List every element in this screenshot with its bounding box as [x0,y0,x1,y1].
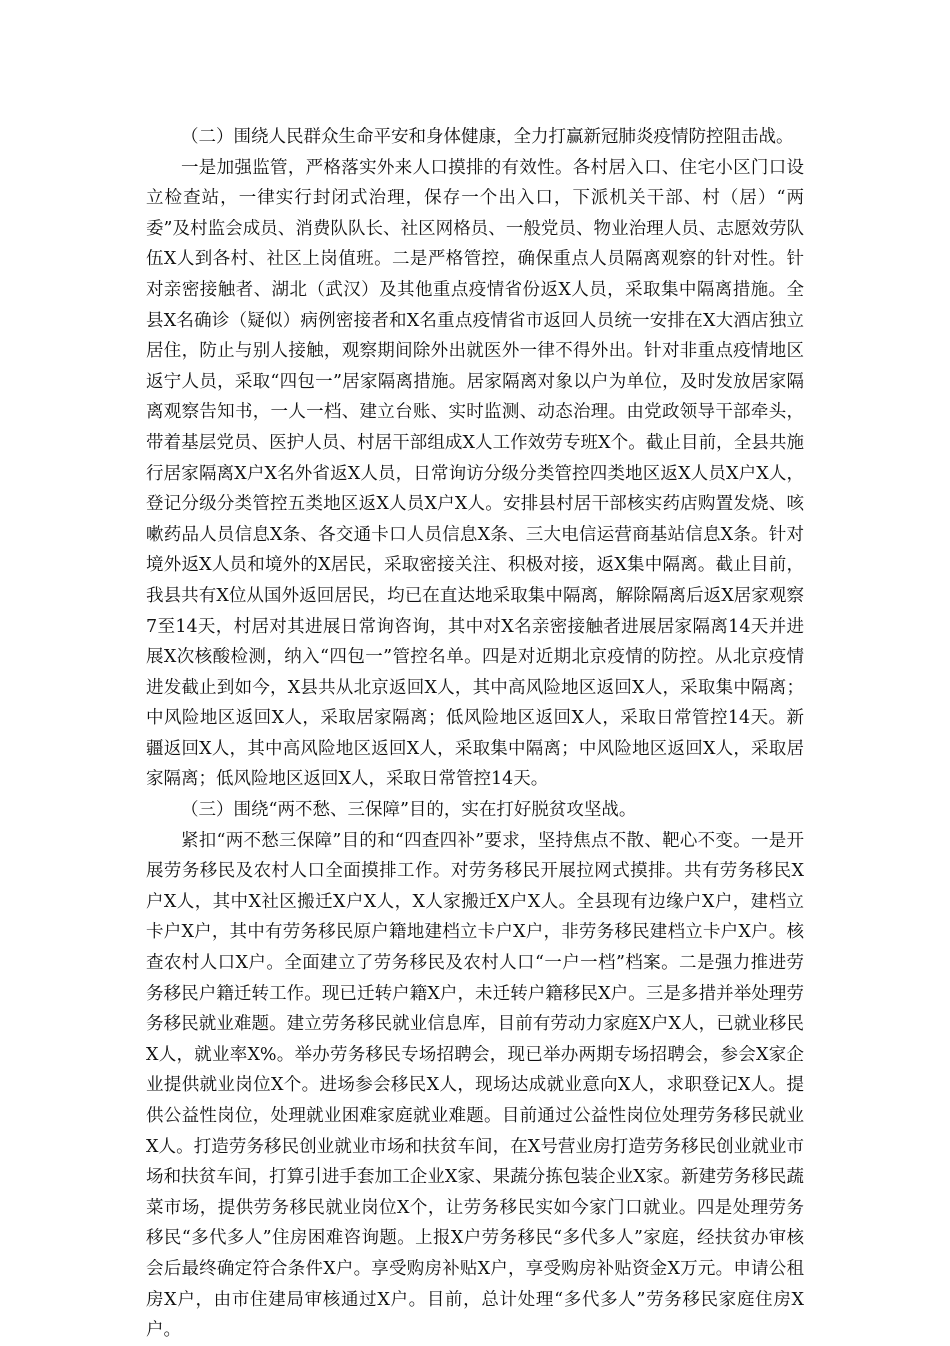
section-heading-2: （二）围绕人民群众生命平安和身体健康，全力打赢新冠肺炎疫情防控阻击战。 [181,127,794,147]
document-body [146,122,804,1346]
body-paragraph-epidemic: 一是加强监管，严格落实外来人口摸排的有效性。各村居入口、住宅小区门口设立检查站，一律实行封闭式治理，保存一个出入口，下派机关干部、村（居）“两委”及村监会成员、消费队队长、社区网格员、一般党员、物业治理人员、志愿效劳队伍X人到各村、社区上岗值班。二是严格管控，确保重点人员隔离观察的针对性。针对亲密接触者、湖北（武汉）及其他重点疫情省份返X人员，采取集中隔离措施。全县X名确诊（疑似）病例密接者和X名重点疫情省市返回人员统一安排在X大酒店独立居住，防止与别人接触，观察期间除外出就医外一律不得外出。针对非重点疫情地区返宁人员，采取“四包一”居家隔离措施。居家隔离对象以户为单位，及时发放居家隔离观察告知书，一人一档、建立台账、实时监测、动态治理。由党政领导干部牵头，带着基层党员、医护人员、村居干部组成X人工作效劳专班X个。截止目前，全县共施行居家隔离X户X名外省返X人员，日常询访分级分类管控四类地区返X人员X户X人，登记分级分类管控五类地区返X人员X户X人。安排县村居干部核实药店购置发烧、咳嗽药品人员信息X条、各交通卡口人员信息X条、三大电信运营商基站信息X条。针对境外返X人员和境外的X居民，采取密接关注、积极对接，返X集中隔离。截止目前，我县共有X位从国外返回居民，均已在直达地采取集中隔离，解除隔离后返X居家观察7至14天，村居对其进展日常询咨询，其中对X名亲密接触者进展居家隔离14天并进展X次核酸检测，纳入“四包一”管控名单。四是对近期北京疫情的防控。从北京疫情进发截止到如今，X县共从北京返回X人，其中高风险地区返回X人，采取集中隔离；中风险地区返回X人，采取居家隔离；低风险地区返回X人，采取日常管控14天。新疆返回X人，其中高风险地区返回X人，采取集中隔离；中风险地区返回X人，采取居家隔离；低风险地区返回X人，采取日常管控14天。 [146,157,804,790]
section-heading-3: （三）围绕“两不愁、三保障”目的，实在打好脱贫攻坚战。 [181,800,637,821]
body-paragraph-poverty: 紧扣“两不愁三保障”目的和“四查四补”要求，坚持焦点不散、靶心不变。一是开展劳务移民及农村人口全面摸排工作。对劳务移民开展拉网式摸排。共有劳务移民X户X人，其中X社区搬迁X户X人，X人家搬迁X户X人。全县现有边缘户X户，建档立卡户X户，其中有劳务移民原户籍地建档立卡户X户，非劳务移民建档立卡户X户。核查农村人口X户。全面建立了劳务移民及农村人口“一户一档”档案。二是强力推进劳务移民户籍迁转工作。现已迁转户籍X户，未迁转户籍移民X户。三是多措并举处理劳务移民就业难题。建立劳务移民就业信息库，目前有劳动力家庭X户X人，已就业移民X人，就业率X%。举办劳务移民专场招聘会，现已举办两期专场招聘会，参会X家企业提供就业岗位X个。进场参会移民X人，现场达成就业意向X人，求职登记X人。提供公益性岗位，处理就业困难家庭就业难题。目前通过公益性岗位处理劳务移民就业X人。打造劳务移民创业就业市场和扶贫车间，在X号营业房打造劳务移民创业就业市场和扶贫车间，打算引进手套加工企业X家、果蔬分拣包装企业X家。新建劳务移民蔬菜市场，提供劳务移民就业岗位X个，让劳务移民实如今家门口就业。四是处理劳务移民“多代多人”住房困难咨询题。上报X户劳务移民“多代多人”家庭，经扶贫办审核会后最终确定符合条件X户。享受购房补贴X户，享受购房补贴资金X万元。申请公租房X户，由市住建局审核通过X户。目前，总计处理“多代多人”劳务移民家庭住房X户。 [146,830,804,1341]
